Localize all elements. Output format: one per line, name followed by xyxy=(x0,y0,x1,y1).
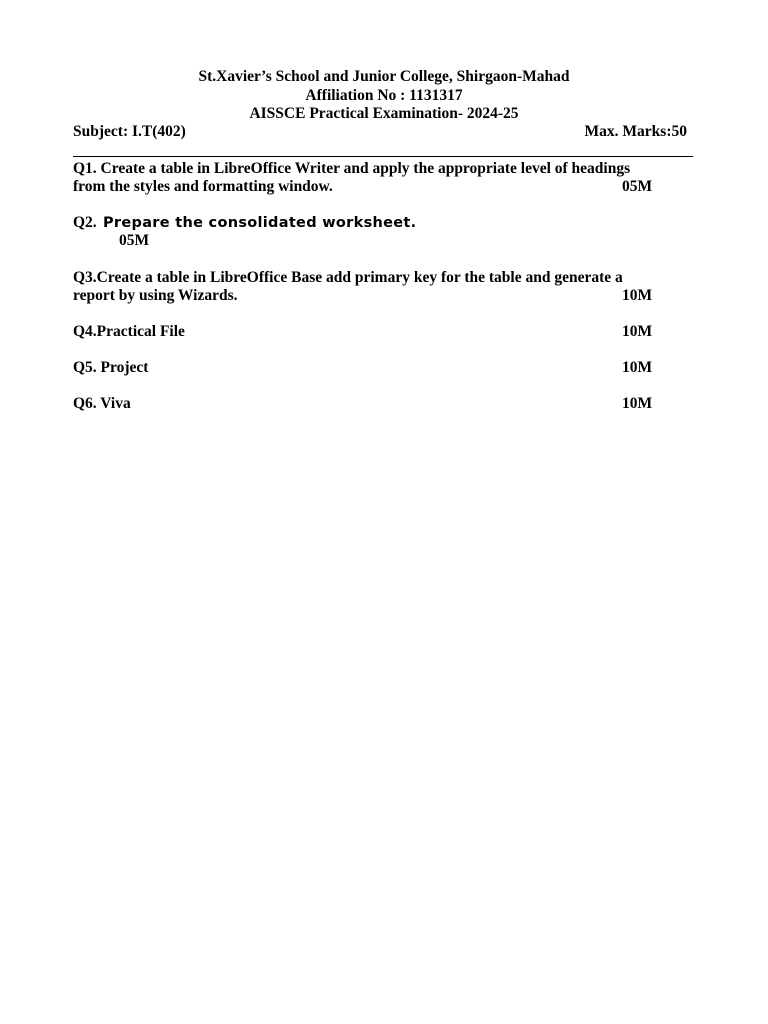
question-6-text: Q6. Viva xyxy=(73,395,131,412)
affiliation-number: Affiliation No : 1131317 xyxy=(305,87,463,104)
max-marks-label: Max. Marks:50 xyxy=(584,123,687,140)
question-5-text: Q5. Project xyxy=(73,359,149,376)
school-name: St.Xavier’s School and Junior College, Shirgaon-Mahad xyxy=(198,68,570,85)
question-1-line-2: from the styles and formatting window. xyxy=(73,178,333,195)
question-2-label: Q2. xyxy=(73,214,97,231)
header-divider xyxy=(73,156,693,157)
subject-label: Subject: I.T(402) xyxy=(73,123,186,140)
question-4-text: Q4.Practical File xyxy=(73,323,185,340)
question-3-marks: 10M xyxy=(622,287,653,304)
question-5-marks: 10M xyxy=(622,359,653,376)
question-1-marks: 05M xyxy=(622,178,653,195)
question-2-marks: 05M xyxy=(119,232,150,249)
question-6-marks: 10M xyxy=(622,395,653,412)
exam-title: AISSCE Practical Examination- 2024-25 xyxy=(249,105,519,122)
question-1-line-1: Q1. Create a table in LibreOffice Writer and apply the appropriate level of headings xyxy=(73,160,631,177)
question-3-line-1: Q3.Create a table in LibreOffice Base add primary key for the table and generate a xyxy=(73,269,623,286)
question-2-text: Prepare the consolidated worksheet. xyxy=(103,215,417,231)
question-4-marks: 10M xyxy=(622,323,653,340)
question-3-line-2: report by using Wizards. xyxy=(73,287,238,304)
